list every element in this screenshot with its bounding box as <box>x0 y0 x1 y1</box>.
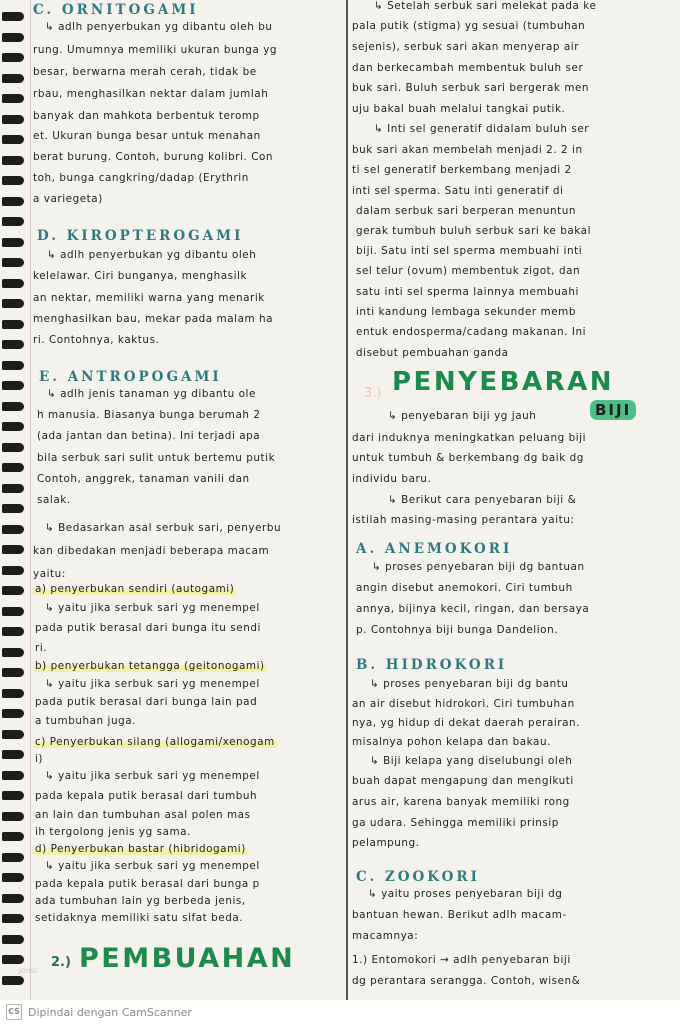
binding-ring <box>2 771 24 780</box>
subheading-allogami: c) Penyerbukan silang (allogami/xenogam <box>35 736 275 748</box>
text-line: ↳ proses penyebaran biji dg bantu <box>370 678 569 690</box>
text-line: h manusia. Biasanya bunga berumah 2 <box>37 409 261 421</box>
text-line: uju bakal buah melalui tangkai putik. <box>352 103 566 115</box>
text-line: ↳ Bedasarkan asal serbuk sari, penyerbu <box>45 522 282 534</box>
text-line: besar, berwarna merah cerah, tidak be <box>33 66 257 78</box>
binding-ring <box>2 361 24 370</box>
text-line: bila serbuk sari sulit untuk bertemu putik <box>37 452 276 464</box>
binding-ring <box>2 217 24 226</box>
heading-ornitogami: C. ORNITOGAMI <box>33 2 199 18</box>
binding-ring <box>2 586 24 595</box>
text-line: an air disebut hidrokori. Ciri tumbuhan <box>352 698 575 710</box>
binding-ring <box>2 422 24 431</box>
text-line: pada putik berasal dari bunga itu sendi <box>35 622 261 634</box>
heading-hidrokori: B. HIDROKORI <box>356 657 508 673</box>
text-line: individu baru. <box>352 473 432 485</box>
text-line: ↳ proses penyebaran biji dg bantuan <box>372 561 585 573</box>
text-line: menghasilkan bau, mekar pada malam ha <box>33 313 274 325</box>
binding-ring <box>2 525 24 534</box>
binding-ring <box>2 812 24 821</box>
text-line: ↳ yaitu jika serbuk sari yg menempel <box>45 602 260 614</box>
binding-ring <box>2 914 24 923</box>
text-line: ↳ yaitu proses penyebaran biji dg <box>368 888 563 900</box>
text-line: ga udara. Sehingga memiliki prinsip <box>352 817 559 829</box>
text-line: toh, bunga cangkring/dadap (Erythrin <box>33 172 249 184</box>
heading-zookori: C. ZOOKORI <box>356 869 480 885</box>
binding-ring <box>2 894 24 903</box>
text-line: sejenis), serbuk sari akan menyerap air <box>352 41 580 53</box>
text-line: ih tergolong jenis yg sama. <box>35 826 191 838</box>
binding-ring <box>2 443 24 452</box>
binding-ring <box>2 566 24 575</box>
text-line: ↳ yaitu jika serbuk sari yg menempel <box>45 770 260 782</box>
text-line: ↳ Berikut cara penyebaran biji & <box>388 494 577 506</box>
text-line: i) <box>35 753 44 765</box>
text-line: entuk endosperma/cadang makanan. Ini <box>356 326 587 338</box>
binding-ring <box>2 299 24 308</box>
text-line: pada kepala putik berasal dari tumbuh <box>35 790 258 802</box>
binding-ring <box>2 791 24 800</box>
margin-line <box>30 0 31 1000</box>
binding-ring <box>2 53 24 62</box>
text-line: a variegeta) <box>33 193 103 205</box>
heading-antropogami: E. ANTROPOGAMI <box>39 369 222 385</box>
text-line: kan dibedakan menjadi beberapa macam <box>33 545 270 557</box>
text-line: ada tumbuhan lain yg berbeda jenis, <box>35 895 246 907</box>
text-line: dg perantara serangga. Contoh, wisen& <box>352 975 581 987</box>
text-line: ↳ yaitu jika serbuk sari yg menempel <box>45 860 260 872</box>
binding-ring <box>2 12 24 21</box>
heading-pembuahan: PEMBUAHAN <box>79 943 296 974</box>
text-line: disebut pembuahan ganda <box>356 347 509 359</box>
text-line: ti sel generatif berkembang menjadi 2 <box>352 164 572 176</box>
binding-ring <box>2 402 24 411</box>
binding-ring <box>2 463 24 472</box>
text-line: ri. Contohnya, kaktus. <box>33 334 160 346</box>
text-line: ri. <box>35 642 48 654</box>
camscanner-logo-icon: CS <box>6 1004 22 1020</box>
text-line: et. Ukuran bunga besar untuk menahan <box>33 130 261 142</box>
text-line: ↳ adlh jenis tanaman yg dibantu ole <box>47 388 256 400</box>
binding-ring <box>2 607 24 616</box>
text-line: ↳ adlh penyerbukan yg dibantu oleh bu <box>45 21 273 33</box>
text-line: ↳ yaitu jika serbuk sari yg menempel <box>45 678 260 690</box>
text-line: pada putik berasal dari bunga lain pad <box>35 696 258 708</box>
binding-ring <box>2 176 24 185</box>
text-line: sel telur (ovum) membentuk zigot, dan <box>356 265 581 277</box>
binding-ring <box>2 750 24 759</box>
binding-ring <box>2 115 24 124</box>
text-line: ↳ Biji kelapa yang diselubungi oleh <box>370 755 573 767</box>
binding-ring <box>2 279 24 288</box>
text-line: bantuan hewan. Berikut adlh macam- <box>352 909 567 921</box>
binding-ring <box>2 730 24 739</box>
text-line: dan berkecambah membentuk buluh ser <box>352 62 584 74</box>
text-line: buk sari akan membelah menjadi 2. 2 in <box>352 144 583 156</box>
scanner-footer <box>0 1000 680 1024</box>
text-line: gerak tumbuh buluh serbuk sari ke bakal <box>356 225 592 237</box>
text-line: an lain dan tumbuhan asal polen mas <box>35 809 251 821</box>
text-line: biji. Satu inti sel sperma membuahi inti <box>356 245 583 257</box>
binding-ring <box>2 381 24 390</box>
text-line: Contoh, anggrek, tanaman vanili dan <box>37 473 250 485</box>
heading-penyebaran: PENYEBARAN <box>392 367 615 397</box>
text-line: istilah masing-masing perantara yaitu: <box>352 514 575 526</box>
text-line: berat burung. Contoh, burung kolibri. Con <box>33 151 274 163</box>
text-line: setidaknya memiliki satu sifat beda. <box>35 912 244 924</box>
text-line: ↳ Inti sel generatif didalam buluh ser <box>374 123 590 135</box>
text-line: p. Contohnya biji bunga Dandelion. <box>356 624 559 636</box>
binding-ring <box>2 873 24 882</box>
text-line: misalnya pohon kelapa dan bakau. <box>352 736 551 748</box>
text-line: pada kepala putik berasal dari bunga p <box>35 878 260 890</box>
text-line: salak. <box>37 494 71 506</box>
binding-ring <box>2 935 24 944</box>
binding-ring <box>2 340 24 349</box>
binding-ring <box>2 689 24 698</box>
binding-ring <box>2 627 24 636</box>
text-line: an nektar, memiliki warna yang menarik <box>33 292 265 304</box>
binding-ring <box>2 238 24 247</box>
subheading-autogami: a) penyerbukan sendiri (autogami) <box>35 583 235 595</box>
text-line: banyak dan mahkota berbentuk teromp <box>33 110 260 122</box>
text-line: a tumbuhan juga. <box>35 715 137 727</box>
text-line: untuk tumbuh & berkembang dg baik dg <box>352 452 584 464</box>
binding-ring <box>2 648 24 657</box>
text-line: inti sel sperma. Satu inti generatif di <box>352 185 564 197</box>
subheading-hibridogami: d) Penyerbukan bastar (hibridogami) <box>35 843 246 855</box>
text-line: buah dapat mengapung dan mengikuti <box>352 775 574 787</box>
scanner-watermark-text: Dipindai dengan CamScanner <box>28 1005 192 1019</box>
section-number: 2.) <box>51 955 71 970</box>
binding-ring <box>2 545 24 554</box>
text-line: ↳ adlh penyerbukan yg dibantu oleh <box>47 249 257 261</box>
binding-ring <box>2 832 24 841</box>
binding-ring <box>2 135 24 144</box>
binding-ring <box>2 156 24 165</box>
column-divider <box>346 0 348 1000</box>
text-line: yaitu: <box>33 568 66 580</box>
binding-ring <box>2 709 24 718</box>
binding-ring <box>2 504 24 513</box>
text-line: dalam serbuk sari berperan menuntun <box>356 205 577 217</box>
section-number: 3.) <box>364 386 382 401</box>
spiral-binding <box>0 0 26 1000</box>
binding-ring <box>2 33 24 42</box>
text-line: angin disebut anemokori. Ciri tumbuh <box>356 582 573 594</box>
binding-ring <box>2 94 24 103</box>
text-line: pala putik (stigma) yg sesuai (tumbuhan <box>352 20 586 32</box>
binding-ring <box>2 320 24 329</box>
heading-anemokori: A. ANEMOKORI <box>356 541 513 557</box>
text-line: rbau, menghasilkan nektar dalam jumlah <box>33 88 269 100</box>
text-line: pelampung. <box>352 837 420 849</box>
binding-ring <box>2 668 24 677</box>
biji-badge: BIJI <box>590 400 636 420</box>
binding-ring <box>2 955 24 964</box>
text-line: kelelawar. Ciri bunganya, menghasilk <box>33 270 248 282</box>
text-line: macamnya: <box>352 930 419 942</box>
text-line: annya, bijinya kecil, ringan, dan bersaya <box>356 603 590 615</box>
text-line: arus air, karena banyak memiliki rong <box>352 796 570 808</box>
brand-mark: JOYKO <box>19 968 38 975</box>
text-line: (ada jantan dan betina). Ini terjadi apa <box>37 430 261 442</box>
text-line: rung. Umumnya memiliki ukuran bunga yg <box>33 44 278 56</box>
text-line: satu inti sel sperma lainnya membuahi <box>356 286 579 298</box>
binding-ring <box>2 258 24 267</box>
binding-ring <box>2 484 24 493</box>
text-line: ↳ penyebaran biji yg jauh <box>388 410 537 422</box>
binding-ring <box>2 74 24 83</box>
binding-ring <box>2 853 24 862</box>
text-line: dari induknya meningkatkan peluang biji <box>352 432 587 444</box>
text-line: nya, yg hidup di dekat daerah perairan. <box>352 717 581 729</box>
text-line: inti kandung lembaga sekunder memb <box>356 306 576 318</box>
text-line: buk sari. Buluh serbuk sari bergerak men <box>352 82 590 94</box>
binding-ring <box>2 976 24 985</box>
text-line: ↳ Setelah serbuk sari melekat pada ke <box>374 0 597 12</box>
heading-kiropterogami: D. KIROPTEROGAMI <box>37 228 244 244</box>
binding-ring <box>2 197 24 206</box>
subheading-geitonogami: b) penyerbukan tetangga (geitonogami) <box>35 660 265 672</box>
text-line: 1.) Entomokori → adlh penyebaran biji <box>352 954 571 966</box>
